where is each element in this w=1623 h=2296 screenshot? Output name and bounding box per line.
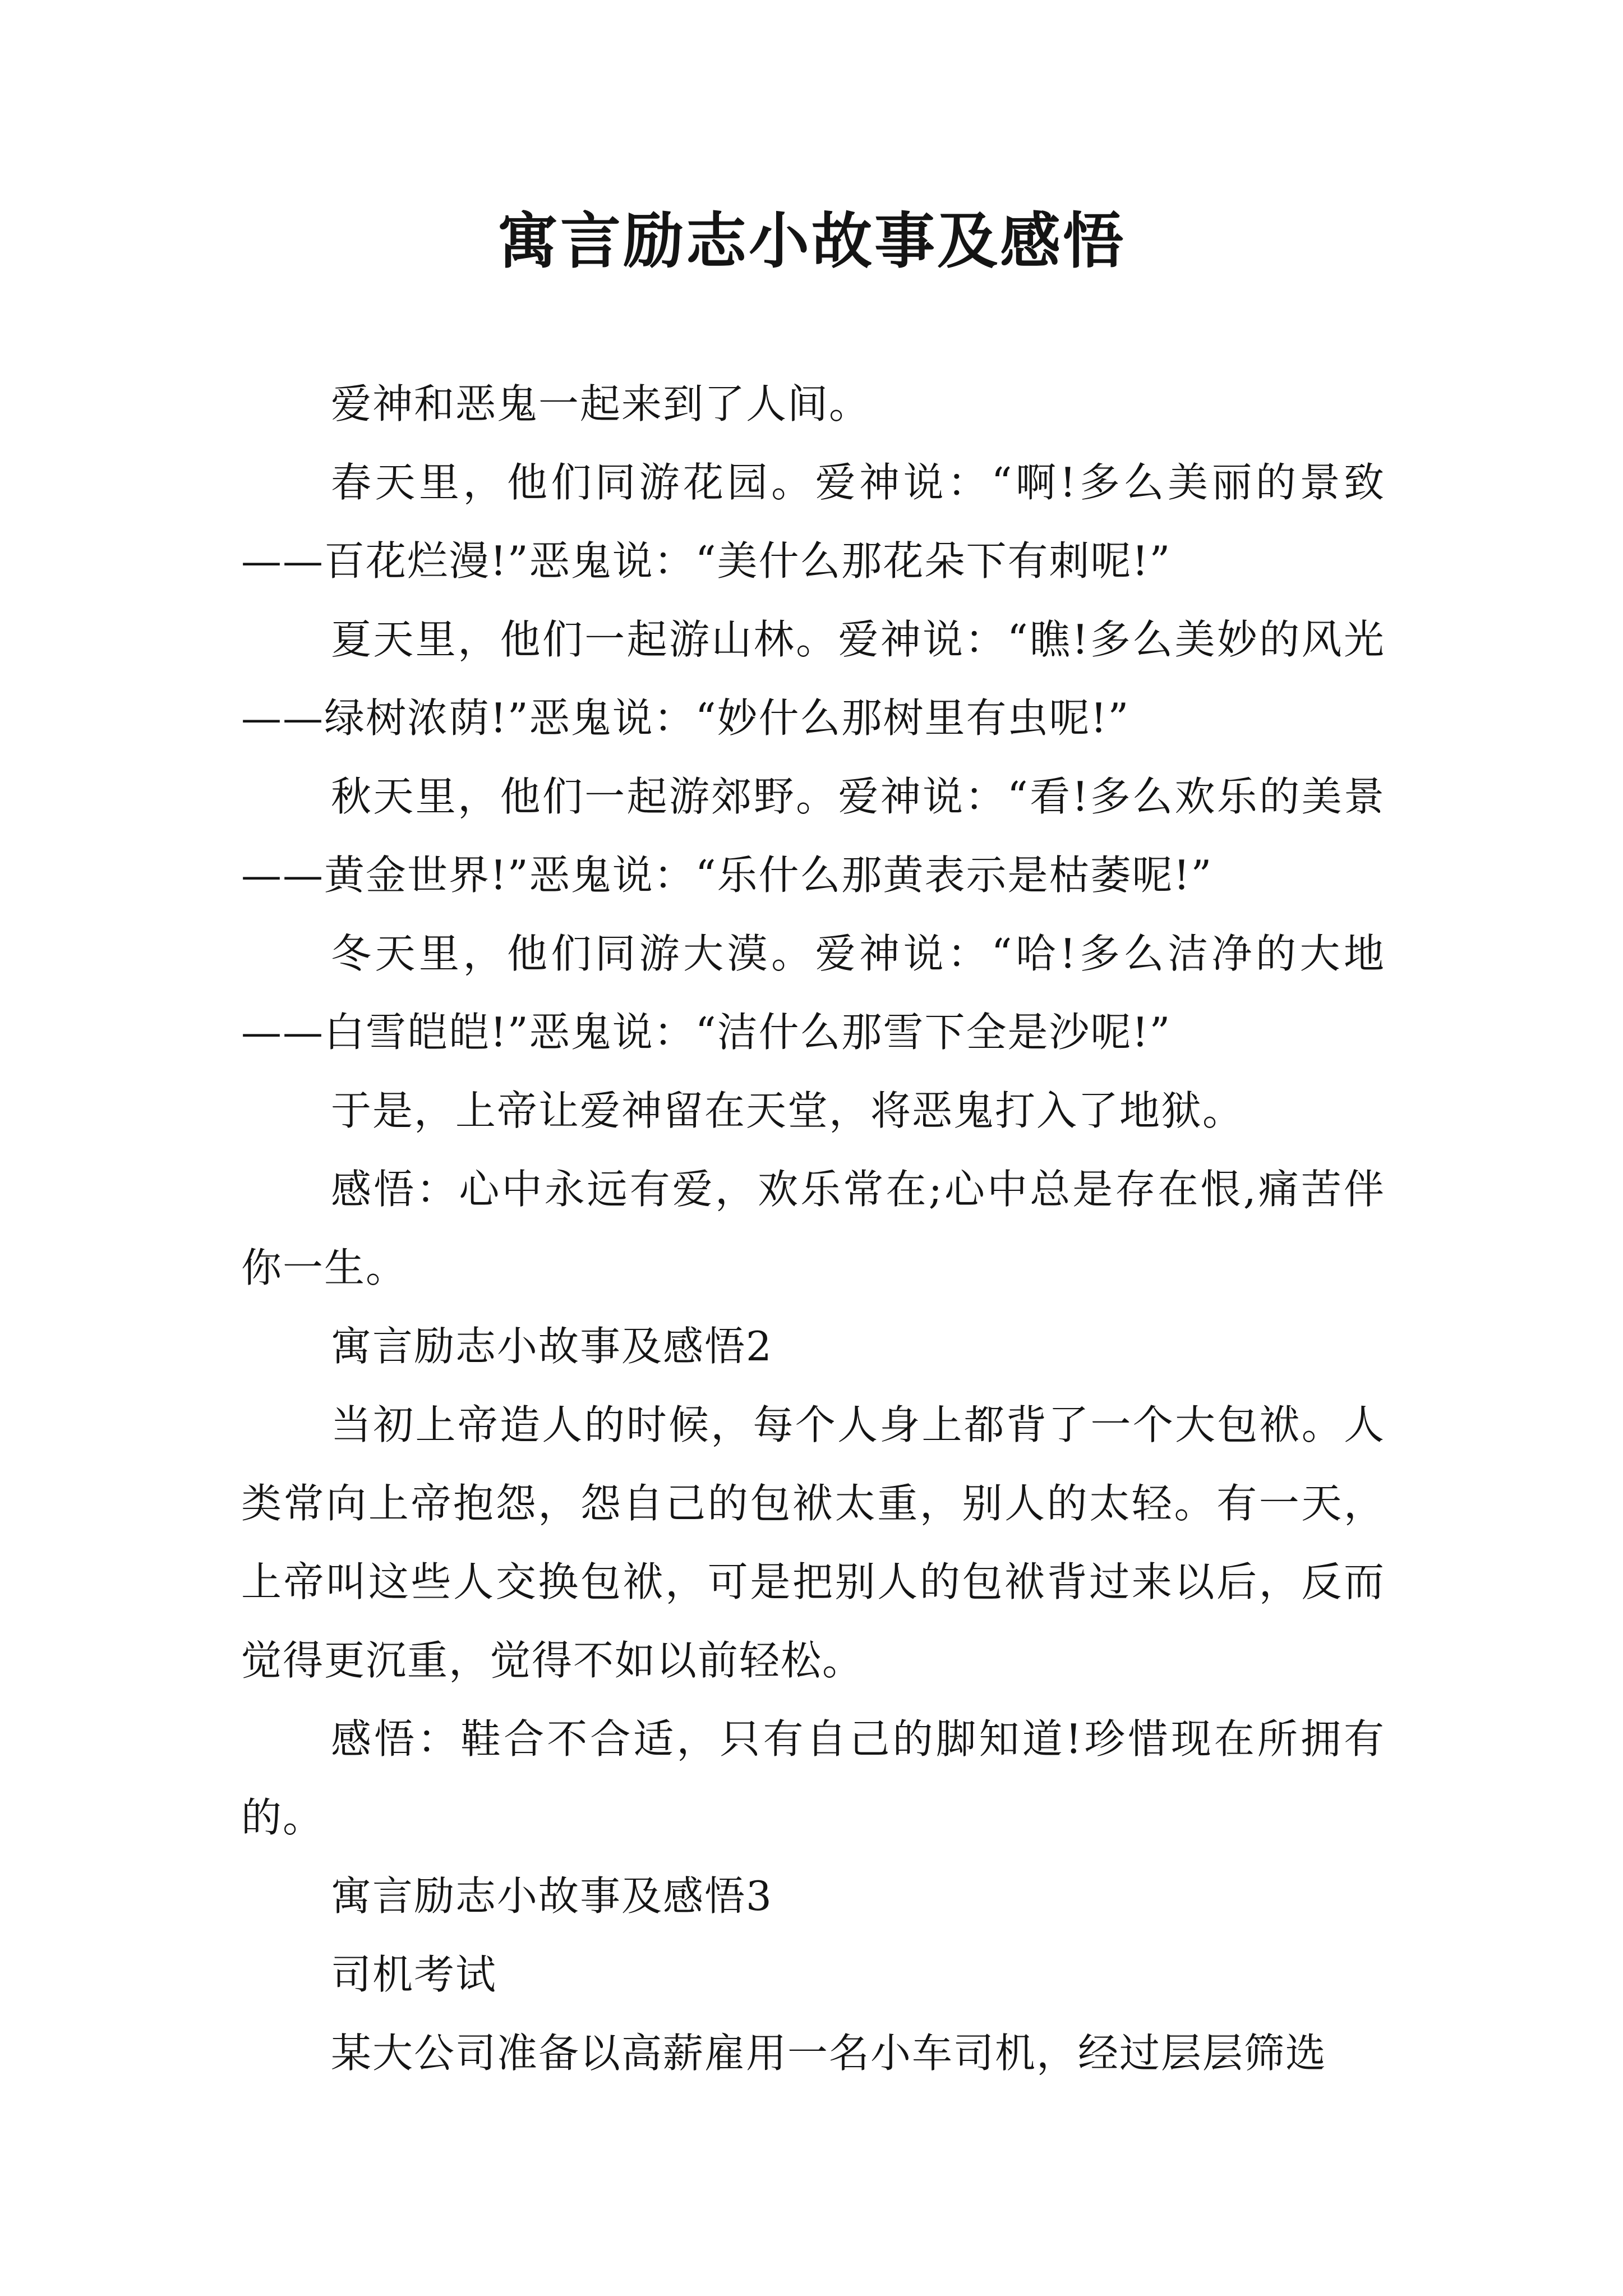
paragraph-intro: 爱神和恶鬼一起来到了人间。 — [331, 380, 871, 427]
paragraph-insight-1: 感悟：心中永远有爱，欢乐常在;心中总是存在恨,痛苦伴你一生。 — [241, 1166, 1385, 1291]
document-body — [241, 365, 1385, 2092]
paragraph-insight-2: 感悟：鞋合不合适，只有自己的脚知道!珍惜现在所拥有的。 — [241, 1715, 1385, 1841]
paragraph-story-2: 当初上帝造人的时候，每个人身上都背了一个大包袱。人类常向上帝抱怨，怨自己的包袱太重，别人的太轻。有一天，上帝叫这些人交换包袱，可是把别人的包袱背过来以后，反而觉得更沉重，觉得不如以前轻松。 — [241, 1401, 1385, 1684]
paragraph-winter: 冬天里，他们同游大漠。爱神说：“哈!多么洁净的大地——白雪皑皑!”恶鬼说：“洁什么那雪下全是沙呢!” — [241, 930, 1385, 1056]
section-heading-3: 寓言励志小故事及感悟3 — [331, 1872, 773, 1920]
paragraph-autumn: 秋天里，他们一起游郊野。爱神说：“看!多么欢乐的美景——黄金世界!”恶鬼说：“乐什么那黄表示是枯萎呢!” — [241, 773, 1385, 899]
story-3-title: 司机考试 — [331, 1951, 497, 1998]
paragraph-conclusion: 于是，上帝让爱神留在天堂，将恶鬼打入了地狱。 — [331, 1087, 1244, 1134]
paragraph-story-3: 某大公司准备以高薪雇用一名小车司机，经过层层筛选 — [331, 2030, 1327, 2077]
paragraph-spring: 春天里，他们同游花园。爱神说：“啊!多么美丽的景致——百花烂漫!”恶鬼说：“美什么那花朵下有刺呢!” — [241, 459, 1385, 585]
document-title: 寓言励志小故事及感悟 — [497, 206, 1126, 277]
section-heading-2: 寓言励志小故事及感悟2 — [331, 1323, 773, 1370]
paragraph-summer: 夏天里，他们一起游山林。爱神说：“瞧!多么美妙的风光——绿树浓荫!”恶鬼说：“妙什么那树里有虫呢!” — [241, 616, 1385, 742]
